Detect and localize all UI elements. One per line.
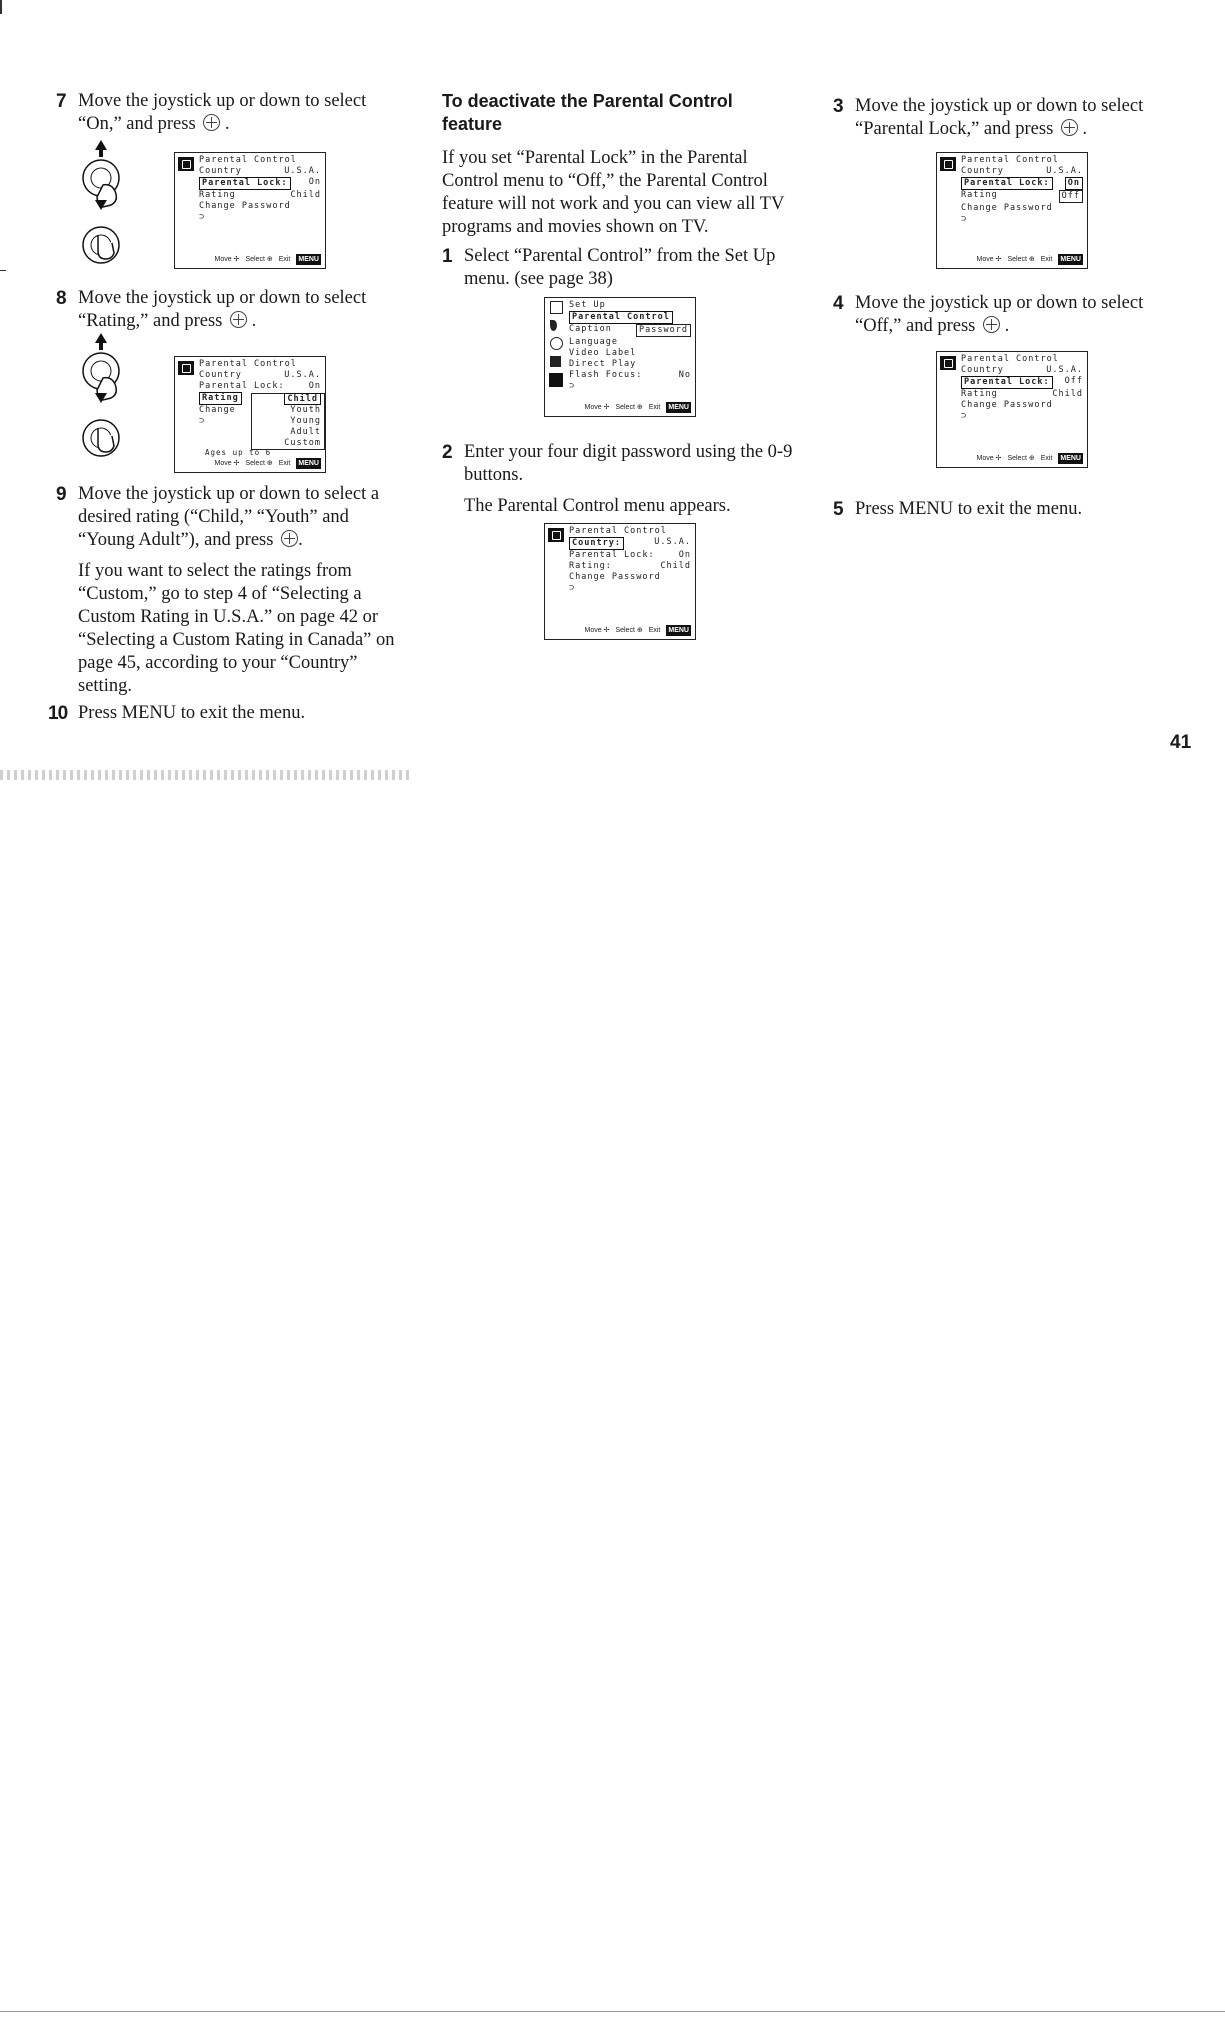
menu-row: Change Password <box>199 201 291 211</box>
menu-row: Video Label <box>569 348 637 358</box>
step-4: 4 Move the joystick up or down to select “Off,” and press . <box>833 293 1144 336</box>
tv-menu-screen <box>936 152 1088 269</box>
menu-footer: Move ✢ Select ⊕ Exit MENU <box>976 455 1081 462</box>
menu-row-selected: Parental Control <box>569 311 691 324</box>
menu-footer: Move ✢ Select ⊕ Exit MENU <box>214 460 319 467</box>
menu-rows <box>569 300 691 392</box>
step-text: Enter your four digit password using the 0-9 buttons. <box>464 442 793 485</box>
parental-lock-icon <box>940 157 956 171</box>
menu-row: ⊃ <box>199 212 206 222</box>
step-note: If you want to select the ratings from “Custom,” go to step 4 of “Selecting a Custom Rating in U.S.A.” on page 42 or “Selecting a Custom Rating in Canada” on page 45, according to your “Country” setting. <box>78 561 395 696</box>
menu-row: ⊃ <box>199 416 206 426</box>
menu-row-selected: Parental Lock: On <box>961 177 1083 190</box>
step-number: 2 <box>442 442 453 463</box>
joystick-up-down-icon <box>78 140 138 280</box>
step-number: 1 <box>442 246 453 267</box>
menu-row: ⊃ <box>961 214 968 224</box>
parental-lock-icon <box>548 528 564 542</box>
menu-row: Parental Control <box>961 354 1059 364</box>
step-text: Move the joystick up or down to select a desired rating (“Child,” “Youth” and “Young Adult”), and press <box>78 484 380 550</box>
enter-button-icon <box>281 530 298 547</box>
menu-row: Parental Lock: On <box>199 381 321 391</box>
menu-footer: Move ✢ Select ⊕ Exit MENU <box>214 256 319 263</box>
tv-menu-screen <box>174 152 326 269</box>
step-8: 8 Move the joystick up or down to select “Rating,” and press . <box>56 288 367 331</box>
step-text: Move the joystick up or down to select <box>78 91 367 111</box>
tv-menu-screen <box>936 351 1088 468</box>
scan-edge-mark <box>0 270 6 271</box>
step-text: Move the joystick up or down to select <box>855 96 1144 116</box>
step-7: 7 Move the joystick up or down to select “On,” and press . <box>56 91 367 134</box>
menu-row: Rating: Child <box>569 561 691 571</box>
tv-menu-screen <box>544 523 696 640</box>
rating-option: Young Adult <box>290 416 321 437</box>
scan-edge-mark <box>0 2011 1225 2012</box>
menu-row: ⊃ <box>961 411 968 421</box>
menu-footer: Move ✢ Select ⊕ Exit MENU <box>584 627 689 634</box>
menu-row-selected: Country: U.S.A. <box>569 537 691 550</box>
menu-row: ⊃ <box>569 583 576 593</box>
step-5 <box>833 498 1195 521</box>
parental-lock-icon <box>940 356 956 370</box>
menu-row-selected: Rating <box>199 392 321 405</box>
menu-rows <box>199 155 321 223</box>
step-text: Select “Parental Control” from the Set Up menu. (see page 38) <box>464 246 776 289</box>
setup-menu-screen <box>544 297 696 417</box>
music-note-icon <box>550 320 557 331</box>
step-2 <box>442 441 814 526</box>
step-number: 9 <box>56 484 67 505</box>
step-text: “Parental Lock,” and press <box>855 119 1054 139</box>
menu-row: Rating Child <box>961 389 1083 399</box>
menu-row: Caption Password <box>569 324 691 337</box>
menu-row: Parental Control <box>199 359 297 369</box>
menu-row: Change Password <box>569 572 661 582</box>
step-1 <box>442 245 814 299</box>
menu-row: Rating Child <box>199 190 321 200</box>
enter-button-icon <box>983 316 1000 333</box>
menu-row: Change Password <box>961 203 1053 213</box>
enter-button-icon <box>1061 119 1078 136</box>
parental-lock-icon <box>549 373 563 387</box>
section-heading: To deactivate the Parental Control feature <box>442 91 733 134</box>
menu-rows <box>961 155 1083 225</box>
step-number: 10 <box>48 703 68 724</box>
menu-row-selected: Parental Lock: Off <box>961 376 1083 389</box>
menu-footer: Move ✢ Select ⊕ Exit MENU <box>976 256 1081 263</box>
parental-lock-icon <box>178 361 194 375</box>
step-3: 3 Move the joystick up or down to select “Parental Lock,” and press . <box>833 96 1144 139</box>
menu-row: Country U.S.A. <box>961 166 1083 176</box>
menu-row: Language <box>569 337 618 347</box>
menu-row: Parental Control <box>569 526 667 536</box>
step-number: 7 <box>56 91 67 112</box>
step-text: Move the joystick up or down to select <box>855 293 1144 313</box>
enter-button-icon <box>203 114 220 131</box>
rating-option: Custom <box>284 438 321 448</box>
parental-lock-icon <box>178 157 194 171</box>
menu-row: Rating Off <box>961 190 1083 203</box>
menu-rows <box>569 526 691 594</box>
menu-row: Country U.S.A. <box>199 166 321 176</box>
menu-rows <box>961 354 1083 422</box>
step-text: Move the joystick up or down to select <box>78 288 367 308</box>
scan-edge-mark <box>0 0 2 14</box>
step-number: 5 <box>833 499 844 520</box>
menu-row-selected: Parental Lock: On <box>199 177 321 190</box>
picture-icon <box>550 356 561 367</box>
menu-row: Parental Control <box>961 155 1059 165</box>
step-number: 3 <box>833 96 844 117</box>
menu-row: Direct Play <box>569 359 637 369</box>
menu-footer: Move ✢ Select ⊕ Exit MENU <box>584 404 689 411</box>
menu-row: Parental Lock: On <box>569 550 691 560</box>
menu-row: Flash Focus: No <box>569 370 691 380</box>
tv-menu-screen <box>174 356 326 473</box>
step-number: 4 <box>833 293 844 314</box>
menu-row: Parental Control <box>199 155 297 165</box>
step-text: “On,” and press <box>78 114 196 134</box>
page-number: 41 <box>1170 732 1192 753</box>
rating-submenu <box>251 393 325 450</box>
section-intro: If you set “Parental Lock” in the Parental Control menu to “Off,” the Parental Control feature will not work and you can view all TV programs and movies shown on TV. <box>442 148 784 237</box>
step-text: Press MENU to exit the menu. <box>855 499 1083 519</box>
menu-row: Country U.S.A. <box>961 365 1083 375</box>
menu-row: Country U.S.A. <box>199 370 321 380</box>
step-text: “Rating,” and press <box>78 311 223 331</box>
step-text: Press MENU to exit the menu. <box>78 703 306 723</box>
step-note: The Parental Control menu appears. <box>464 496 731 516</box>
rating-note: Ages up to 6 <box>205 448 272 457</box>
menu-row: Change Password <box>961 400 1053 410</box>
step-9: 9 Move the joystick up or down to select a desired rating (“Child,” “Youth” and “Young Adult”), and press . If you want to select the ratings from “Custom,” go to step 4 of “Selecting a Custom Rating in U.S.A.” on page 42 or “Selecting a Custom Rating in Canada” on page 45, according to your “Country” setting. <box>78 483 410 706</box>
menu-row: Set Up <box>569 300 606 310</box>
scan-artifact <box>0 770 410 780</box>
rating-option: Youth <box>290 405 321 415</box>
menu-row: Change <box>199 405 236 415</box>
step-10 <box>48 702 418 725</box>
rating-option-selected: Child <box>284 393 321 405</box>
step-text: “Off,” and press <box>855 316 976 336</box>
step-number: 8 <box>56 288 67 309</box>
screen-icon <box>550 301 563 314</box>
setup-icon-column <box>548 301 564 393</box>
joystick-up-down-icon <box>78 333 138 473</box>
enter-button-icon <box>230 311 247 328</box>
timer-icon <box>550 337 563 350</box>
menu-row: ⊃ <box>569 381 576 391</box>
